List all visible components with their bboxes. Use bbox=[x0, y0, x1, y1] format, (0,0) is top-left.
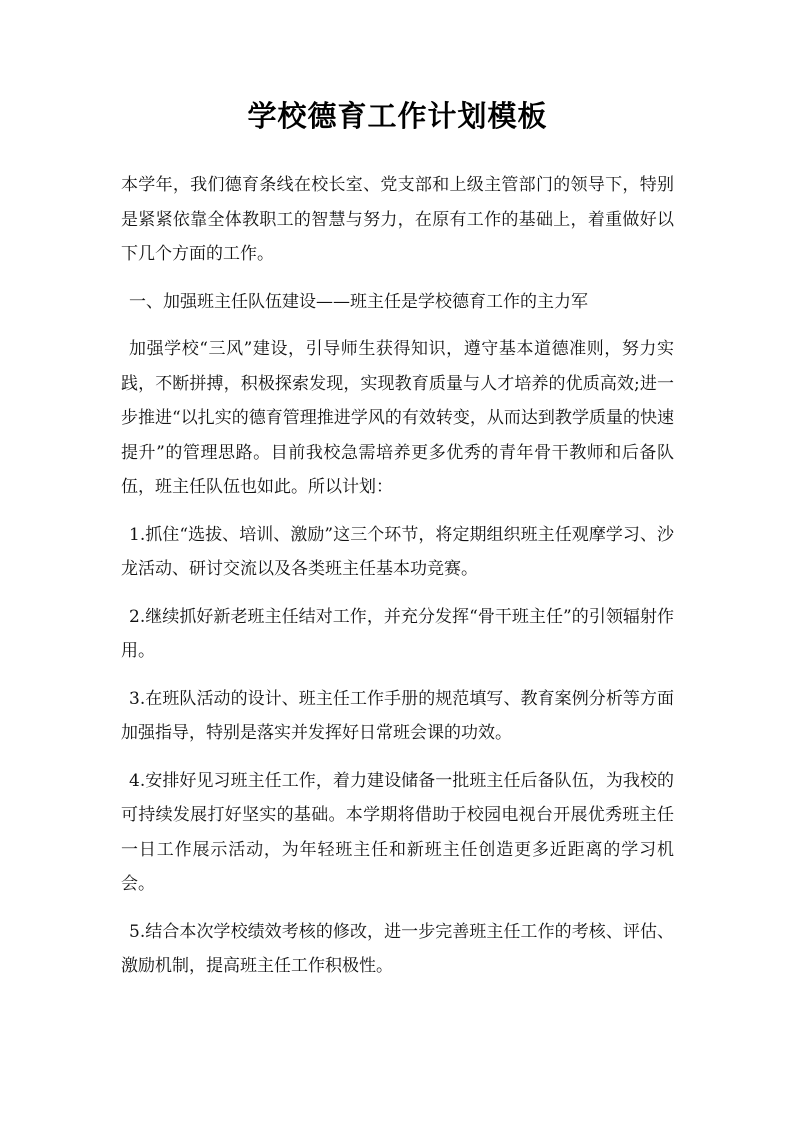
list-item-4: 4.安排好见习班主任工作，着力建设储备一批班主任后备队伍，为我校的可持续发展打好坚实的基础。本学期将借助于校园电视台开展优秀班主任一日工作展示活动，为年轻班主任和新班主任创造更多近距离的学习机会。 bbox=[121, 770, 674, 894]
list-item-2: 2.继续抓好新老班主任结对工作，并充分发挥“骨干班主任”的引领辐射作用。 bbox=[121, 606, 674, 661]
document-page bbox=[121, 96, 674, 997]
section-body-paragraph: 加强学校“三风”建设，引导师生获得知识，遵守基本道德准则，努力实践，不断拼搏，积极探索发现，实现教育质量与人才培养的优质高效;进一步推进“以扎实的德育管理推进学风的有效转变，从而达到教学质量的快速提升”的管理思路。目前我校急需培养更多优秀的青年骨干教师和后备队伍，班主任队伍也如此。所以计划： bbox=[121, 339, 674, 497]
list-item-5: 5.结合本次学校绩效考核的修改，进一步完善班主任工作的考核、评估、激励机制，提高班主任工作积极性。 bbox=[121, 921, 674, 976]
list-item-1: 1.抓住“选拔、培训、激励”这三个环节，将定期组织班主任观摩学习、沙龙活动、研讨交流以及各类班主任基本功竞赛。 bbox=[121, 524, 674, 579]
intro-paragraph: 本学年，我们德育条线在校长室、党支部和上级主管部门的领导下，特别是紧紧依靠全体教职工的智慧与努力，在原有工作的基础上，着重做好以下几个方面的工作。 bbox=[121, 175, 674, 264]
document-title: 学校德育工作计划模板 bbox=[247, 99, 548, 133]
section-heading: 一、加强班主任队伍建设——班主任是学校德育工作的主力军 bbox=[129, 291, 588, 312]
list-item-3: 3.在班队活动的设计、班主任工作手册的规范填写、教育案例分析等方面加强指导，特别是落实并发挥好日常班会课的功效。 bbox=[121, 688, 674, 743]
